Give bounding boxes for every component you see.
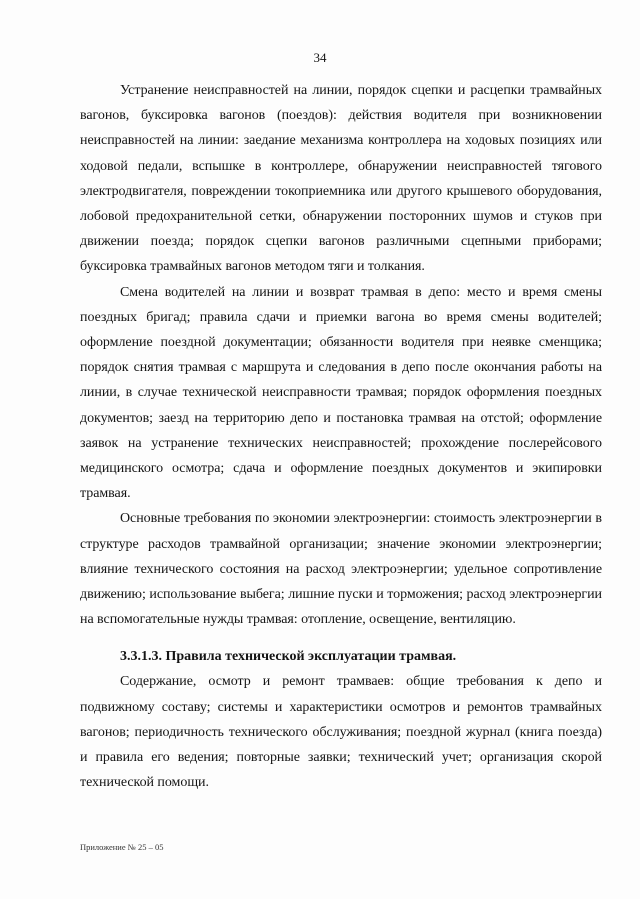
page-footer: Приложение № 25 – 05 bbox=[80, 842, 164, 852]
section-heading: 3.3.1.3. Правила технической эксплуатации трамвая. bbox=[120, 649, 457, 665]
paragraph-malfunctions: Устранение неисправностей на линии, порядок сцепки и расцепки трамвайных вагонов, буксировка вагонов (поездов): действия водителя при возникновении неисправностей на линии: заедание механизма контроллера на ходовых позициях или ходовой педали, вспышке в контроллере, обнаружении неисправностей тягового электродвигателя, повреждении токоприемника или другого крышевого оборудования, лобовой предохранительной сетки, обнаружении посторонних шумов и стуков при движении поезда; порядок сцепки вагонов различными сцепными приборами; буксировка трамвайных вагонов методом тяги и толкания. bbox=[80, 83, 602, 275]
page-number: 34 bbox=[313, 50, 327, 65]
paragraph-energy-saving: Основные требования по экономии электроэнергии: стоимость электроэнергии в структуре расходов трамвайной организации; значение экономии электроэнергии; влияние технического состояния на расход электроэнергии; удельное сопротивление движению; использование выбега; лишние пуски и торможения; расход электроэнергии на вспомогательные нужды трамвая: отопление, освещение, вентиляцию. bbox=[80, 511, 602, 628]
paragraph-driver-change: Смена водителей на линии и возврат трамвая в депо: место и время смены поездных бригад; правила сдачи и приемки вагона во время смены водителей; оформление поездной документации; обязанности водителя при неявке сменщика; порядок снятия трамвая с маршрута и следования в депо после окончания работы на линии, в случае технической неисправности трамвая; порядок оформления поездных документов; заезд на территорию депо и постановка трамвая на отстой; оформление заявок на устранение технических неисправностей; прохождение послерейсового медицинского осмотра; сдача и оформление поездных документов и экипировки трамвая. bbox=[80, 284, 602, 502]
paragraph-maintenance: Содержание, осмотр и ремонт трамваев: общие требования к депо и подвижному составу; системы и характеристики осмотров и ремонтов трамвайных вагонов; периодичность технического обслуживания; поездной журнал (книга поезда) и правила его ведения; повторные заявки; технический учет; организация скорой технической помощи. bbox=[80, 674, 602, 791]
document-body bbox=[80, 78, 602, 795]
